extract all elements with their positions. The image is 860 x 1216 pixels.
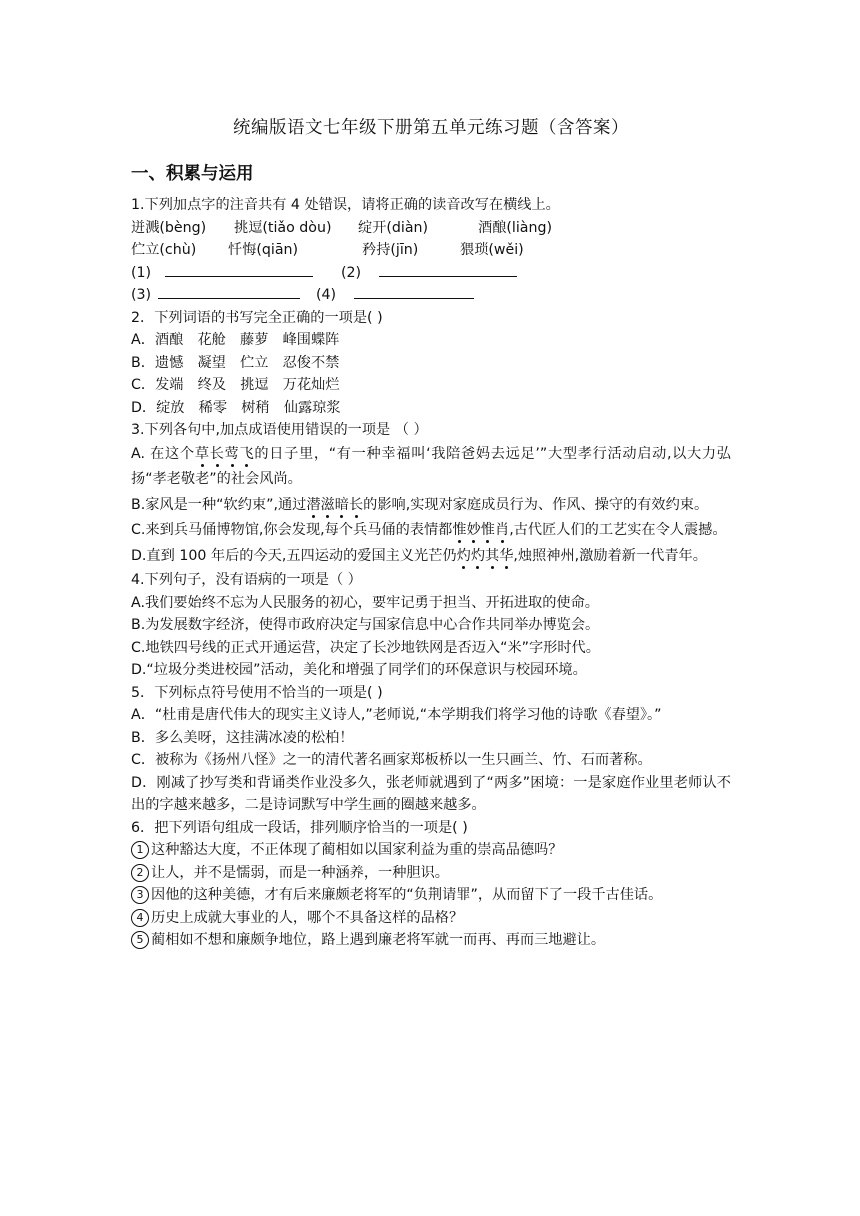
dotted-idiom bbox=[452, 522, 509, 538]
q3-option-a bbox=[131, 442, 731, 493]
q6-item bbox=[131, 929, 731, 952]
q3-option-text: A. 在这个 bbox=[131, 445, 195, 462]
dotted-char: 莺 bbox=[224, 445, 240, 462]
section-heading: 一、积累与运用 bbox=[131, 164, 254, 184]
blank-label: (1) bbox=[131, 264, 152, 281]
q1-word: 挑逗(tiǎo dòu) bbox=[234, 219, 332, 236]
dotted-char: 灼 bbox=[470, 547, 486, 564]
dotted-char: 灼 bbox=[456, 547, 471, 564]
circled-number: 3 bbox=[131, 886, 149, 904]
dotted-char: 惟 bbox=[452, 522, 467, 538]
q1-blanks-row2 bbox=[131, 284, 731, 307]
q3-option-b bbox=[131, 493, 731, 519]
q6-item bbox=[131, 839, 731, 862]
q5-option: A．“杜甫是唐代伟大的现实主义诗人,”老师说,“本学期我们将学习他的诗歌《春望》。” bbox=[131, 707, 662, 723]
dotted-char: 华 bbox=[499, 547, 514, 564]
blank-label: (3) bbox=[131, 287, 152, 303]
dotted-char: 飞 bbox=[239, 445, 255, 462]
q4-stem: 4.下列句子，没有语病的一项是（ ） bbox=[131, 572, 362, 588]
q4-option: D.“垃圾分类进校园”活动，美化和增强了同学们的环保意识与校园环境。 bbox=[131, 662, 587, 678]
q2-option: B．遗憾 凝望 伫立 忍俊不禁 bbox=[131, 354, 340, 371]
q3-option-text: D.直到 100 年后的今天,五四运动的爱国主义光芒仍 bbox=[131, 547, 457, 564]
dotted-char: 暗 bbox=[334, 496, 349, 513]
q5-option: B．多么美呀，这挂满冰凌的松柏！ bbox=[131, 729, 354, 746]
q1-row2 bbox=[131, 239, 731, 262]
circled-number: 2 bbox=[131, 864, 149, 882]
q3-stem: 3.下列各句中,加点成语使用错误的一项是 （ ） bbox=[131, 422, 428, 438]
q1-word: 迸溅(bèng) bbox=[131, 219, 207, 236]
q3-option-text: 的日子里，“有一种幸福叫‘我陪爸妈去远足’”大型孝行活动启动,以大力弘扬“孝老敬老”的社会风尚。 bbox=[131, 445, 731, 487]
question-list bbox=[131, 194, 731, 952]
q6-item-text: 让人，并不是懦弱，而是一种涵养，一种胆识。 bbox=[151, 864, 449, 881]
q1-word: 忏悔(qiān) bbox=[228, 242, 299, 258]
circled-number: 1 bbox=[131, 841, 149, 859]
q6-item-text: 蔺相如不想和廉颇争地位，路上遇到廉老将军就一而再、再而三地避让。 bbox=[151, 932, 606, 948]
dotted-idiom bbox=[457, 548, 514, 564]
q4-option: A.我们要始终不忘为人民服务的初心，要牢记勇于担当、开拓进取的使命。 bbox=[131, 594, 599, 611]
q5-option: D．刚减了抄写类和背诵类作业没多久，张老师就遇到了“两多”困境：一是家庭作业里老师认不出的字越来越多，二是诗词默写中学生画的圈越来越多。 bbox=[131, 774, 731, 813]
q3-option-text: ,古代匠人们的工艺实在令人震撼。 bbox=[509, 522, 727, 538]
q6-item-text: 历史上成就大事业的人，哪个不具备这样的品格？ bbox=[151, 909, 464, 926]
q1-blanks-row1 bbox=[131, 262, 731, 285]
answer-blank[interactable] bbox=[158, 284, 300, 299]
q6-item bbox=[131, 862, 731, 885]
q3-option-text: C.来到兵马俑博物馆,你会发现,每个兵马俑的表情都 bbox=[131, 522, 453, 538]
dotted-char: 潜 bbox=[306, 496, 321, 513]
q3-option-c bbox=[131, 518, 731, 544]
q4-option: C.地铁四号线的正式开通运营，决定了长沙地铁网是否迈入“米”字形时代。 bbox=[131, 639, 600, 656]
q2-option: A．酒酿 花舱 藤萝 峰围蝶阵 bbox=[131, 332, 340, 348]
dotted-char: 长 bbox=[209, 445, 225, 462]
q6-item-text: 这种豁达大度，不正体现了蔺相如以国家利益为重的崇高品德吗？ bbox=[151, 842, 563, 858]
document-title: 统编版语文七年级下册第五单元练习题（含答案） bbox=[233, 118, 629, 138]
q3-option-text: ,烛照神州,激励着新一代青年。 bbox=[513, 547, 707, 564]
q2-option: D．绽放 稀零 树稍 仙露琼浆 bbox=[131, 399, 341, 416]
answer-blank[interactable] bbox=[165, 262, 313, 277]
q5-option: C．被称为《扬州八怪》之一的清代著名画家郑板桥以一生只画兰、竹、石而著称。 bbox=[131, 752, 652, 768]
q1-word: 猥琐(wěi) bbox=[460, 242, 524, 258]
circled-number: 4 bbox=[131, 909, 149, 927]
q4-option: B.为发展数字经济，使得市政府决定与国家信息中心合作共同举办博览会。 bbox=[131, 617, 600, 633]
q1-word: 酒酿(liàng) bbox=[478, 219, 553, 236]
dotted-idiom bbox=[306, 497, 363, 513]
q1-stem: 1.下列加点字的注音共有 4 处错误，请将正确的读音改写在横线上。 bbox=[131, 197, 560, 213]
q6-stem: 6．把下列语句组成一段话，排列顺序恰当的一项是( ) bbox=[131, 819, 468, 836]
q6-item bbox=[131, 907, 731, 930]
q2-stem: 2．下列词语的书写完全正确的一项是( ) bbox=[131, 309, 383, 326]
q1-word: 绽开(diàn) bbox=[358, 219, 429, 236]
answer-blank[interactable] bbox=[354, 284, 474, 299]
q6-item bbox=[131, 884, 731, 907]
dotted-char: 妙 bbox=[466, 522, 481, 538]
dotted-char: 草 bbox=[194, 445, 210, 462]
blank-label: (4) bbox=[316, 287, 337, 303]
q6-item-text: 因他的这种美德，才有后来廉颇老将军的“负荆请罪”，从而留下了一段千古佳话。 bbox=[151, 887, 663, 903]
q1-word: 伫立(chù) bbox=[131, 242, 197, 258]
dotted-char: 滋 bbox=[320, 496, 335, 513]
q5-stem: 5．下列标点符号使用不恰当的一项是( ) bbox=[131, 684, 383, 701]
dotted-char: 肖 bbox=[494, 522, 510, 538]
q2-option: C．发端 终及 挑逗 万花灿烂 bbox=[131, 377, 340, 393]
blank-label: (2) bbox=[341, 264, 362, 281]
q3-option-text: 的影响,实现对家庭成员行为、作风、操守的有效约束。 bbox=[363, 496, 709, 513]
dotted-idiom bbox=[195, 446, 255, 462]
dotted-char: 惟 bbox=[480, 522, 495, 538]
q1-row1 bbox=[131, 217, 731, 240]
answer-blank[interactable] bbox=[379, 262, 517, 277]
q3-option-d bbox=[131, 544, 731, 570]
q3-option-text: B.家风是一种“软约束”,通过 bbox=[131, 496, 307, 513]
dotted-char: 其 bbox=[485, 547, 500, 564]
q1-word: 矜持(jīn) bbox=[362, 242, 419, 258]
dotted-char: 长 bbox=[348, 496, 364, 513]
circled-number: 5 bbox=[131, 931, 149, 949]
